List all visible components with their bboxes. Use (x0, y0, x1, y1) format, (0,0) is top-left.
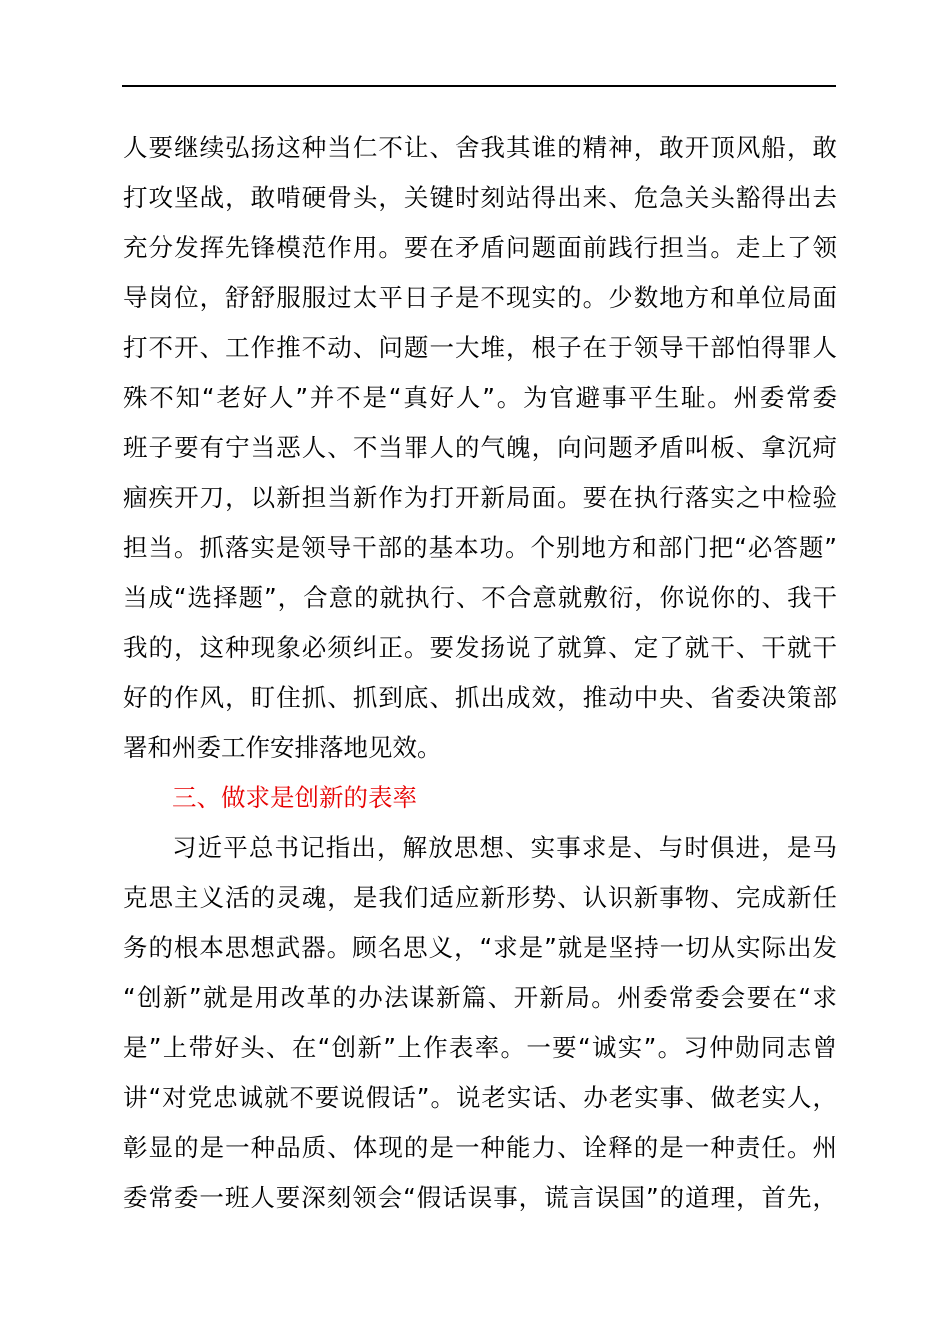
text-line: 务的根本思想武器。顾名思义，“求是”就是坚持一切从实际出发 (123, 933, 837, 962)
text-line: 导岗位，舒舒服服过太平日子是不现实的。少数地方和单位局面 (123, 283, 837, 312)
text-line: 担当。抓落实是领导干部的基本功。个别地方和部门把“必答题” (123, 533, 837, 562)
header-rule (122, 85, 836, 87)
text-line: 我的，这种现象必须纠正。要发扬说了就算、定了就干、干就干 (123, 633, 837, 662)
text-line: 克思主义活的灵魂，是我们适应新形势、认识新事物、完成新任 (123, 883, 837, 912)
text-line: 好的作风，盯住抓、抓到底、抓出成效，推动中央、省委决策部 (123, 683, 837, 712)
text-line: 殊不知“老好人”并不是“真好人”。为官避事平生耻。州委常委 (123, 383, 837, 412)
text-line: 充分发挥先锋模范作用。要在矛盾问题面前践行担当。走上了领 (123, 233, 837, 262)
text-line: 彰显的是一种品质、体现的是一种能力、诠释的是一种责任。州 (123, 1133, 837, 1162)
text-line: 署和州委工作安排落地见效。 (123, 733, 442, 762)
text-line: 班子要有宁当恶人、不当罪人的气魄，向问题矛盾叫板、拿沉疴 (123, 433, 837, 462)
text-line: 是”上带好头、在“创新”上作表率。一要“诚实”。习仲勋同志曾 (123, 1033, 837, 1062)
text-line: “创新”就是用改革的办法谋新篇、开新局。州委常委会要在“求 (123, 983, 837, 1012)
text-line: 痼疾开刀，以新担当新作为打开新局面。要在执行落实之中检验 (123, 483, 837, 512)
text-line: 打攻坚战，敢啃硬骨头，关键时刻站得出来、危急关头豁得出去 (123, 183, 837, 212)
text-line: 打不开、工作推不动、问题一大堆，根子在于领导干部怕得罪人 (123, 333, 837, 362)
text-line: 讲“对党忠诚就不要说假话”。说老实话、办老实事、做老实人， (123, 1083, 837, 1112)
text-line: 当成“选择题”，合意的就执行、不合意就敷衍，你说你的、我干 (123, 583, 837, 612)
text-line: 习近平总书记指出，解放思想、实事求是、与时俱进，是马 (172, 833, 837, 862)
section-heading: 三、做求是创新的表率 (172, 783, 417, 812)
text-line: 人要继续弘扬这种当仁不让、舍我其谁的精神，敢开顶风船，敢 (123, 133, 837, 162)
text-line: 委常委一班人要深刻领会“假话误事，谎言误国”的道理，首先， (123, 1183, 837, 1212)
